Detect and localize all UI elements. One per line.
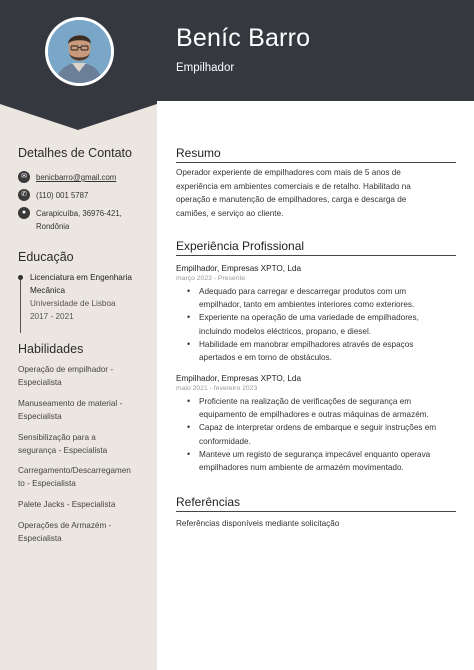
references-section-title: Referências <box>176 495 456 512</box>
skill-line: Operações de Armazém - <box>18 521 112 530</box>
job-title: Empilhador, Empresas XPTO, Lda <box>176 264 301 273</box>
job-title: Empilhador, Empresas XPTO, Lda <box>176 374 301 383</box>
avatar-portrait-icon <box>48 20 111 83</box>
contact-address-row <box>18 207 122 233</box>
candidate-name: Beníc Barro <box>176 24 311 52</box>
bullet-line: • Capaz de interpretar ordens de embarque e seguir instruções em <box>199 423 437 433</box>
education-timeline-line <box>20 277 21 333</box>
skill-line: to - Especialista <box>18 479 76 488</box>
skill-line: Manuseamento de material - <box>18 399 123 408</box>
bullet-line: • Experiente na operação de uma variedade de empilhadores, <box>199 313 419 323</box>
summary-section-title: Resumo <box>176 146 456 163</box>
skill-item <box>18 464 148 490</box>
contact-section-title: Detalhes de Contato <box>18 146 132 160</box>
bullet-line: apertados e em torno de obstáculos. <box>199 353 332 363</box>
job-bullet-list <box>185 395 457 474</box>
summary-text <box>176 166 458 220</box>
bullet-line: • Manteve um registo de segurança impecável enquanto operava <box>199 449 431 459</box>
education-school: Universidade de Lisboa <box>30 299 116 308</box>
bullet-line: equipamento de empilhadores e outras máquinas de armazém. <box>199 410 429 420</box>
job-bullet-list <box>185 285 457 364</box>
experience-section-title: Experiência Profissional <box>176 239 456 256</box>
skill-line: Carregamento/Descarregamen <box>18 466 131 475</box>
job-bullet <box>185 338 457 364</box>
job-dates: março 2023 - Presente <box>176 275 246 282</box>
job-bullet <box>185 311 457 337</box>
job-bullet <box>185 448 457 474</box>
location-pin-icon: ● <box>18 207 30 219</box>
bullet-line: incluindo modelos eléctricos, propano, e diesel. <box>199 326 372 336</box>
skill-item <box>18 498 148 511</box>
contact-email-row <box>18 171 116 184</box>
education-details <box>30 271 155 323</box>
job-bullet <box>185 285 457 311</box>
education-degree-line2: Mecânica <box>30 286 66 295</box>
address-line-1: Carapicuíba, 36976-421, <box>36 209 122 218</box>
skill-line: Especialista <box>18 534 62 543</box>
summary-line: operação e manutenção de empilhadores, carga e descarga de <box>176 195 407 204</box>
email-icon: ✉ <box>18 171 30 183</box>
skill-item <box>18 431 148 457</box>
education-years: 2017 - 2021 <box>30 312 74 321</box>
bullet-line: • Adequado para carregar e descarregar produtos com um <box>199 287 407 296</box>
skill-item <box>18 363 148 389</box>
header-band <box>0 0 474 101</box>
references-text: Referências disponíveis mediante solicitação <box>176 519 340 528</box>
bullet-line: • Proficiente na realização de verificações de segurança em <box>199 397 412 406</box>
candidate-role: Empilhador <box>176 62 235 74</box>
phone-icon: ✆ <box>18 189 30 201</box>
education-timeline-dot <box>18 275 23 280</box>
header-chevron <box>0 100 157 130</box>
skill-line: Palete Jacks - Especialista <box>18 500 116 509</box>
skills-section-title: Habilidades <box>18 342 84 356</box>
contact-phone: (110) 001 5787 <box>36 191 89 200</box>
skill-line: segurança - Especialista <box>18 446 108 455</box>
summary-line: Operador experiente de empilhadores com mais de 5 anos de <box>176 168 401 177</box>
education-section-title: Educação <box>18 250 74 264</box>
bullet-line: empilhadores num ambiente de armazém movimentado. <box>199 463 404 473</box>
skill-line: Especialista <box>18 378 62 387</box>
summary-line: camiões, e serviço ao cliente. <box>176 208 284 218</box>
skill-item <box>18 397 148 423</box>
job-dates: maio 2021 - fevereiro 2023 <box>176 385 258 392</box>
summary-line: experiência em ambientes comerciais e de retalho. Habilitado na <box>176 181 411 191</box>
skill-line: Sensibilização para a <box>18 433 96 442</box>
bullet-line: • Habilidade em manobrar empilhadores através de espaços <box>199 339 414 349</box>
education-degree-line1: Licenciatura em Engenharia <box>30 273 132 282</box>
bullet-line: empilhador, tanto em ambientes interiores como exteriores. <box>199 300 415 310</box>
bullet-line: conformidade. <box>199 436 251 446</box>
job-bullet <box>185 395 457 421</box>
skill-item <box>18 519 148 545</box>
contact-phone-row <box>18 189 88 202</box>
avatar <box>48 20 111 83</box>
job-bullet <box>185 421 457 447</box>
contact-email[interactable]: benicbarro@gmail.com <box>36 173 117 182</box>
address-line-2: Rondônia <box>36 222 70 231</box>
contact-address <box>36 207 122 233</box>
skill-line: Operação de empilhador - <box>18 365 114 374</box>
skill-line: Especialista <box>18 412 62 421</box>
